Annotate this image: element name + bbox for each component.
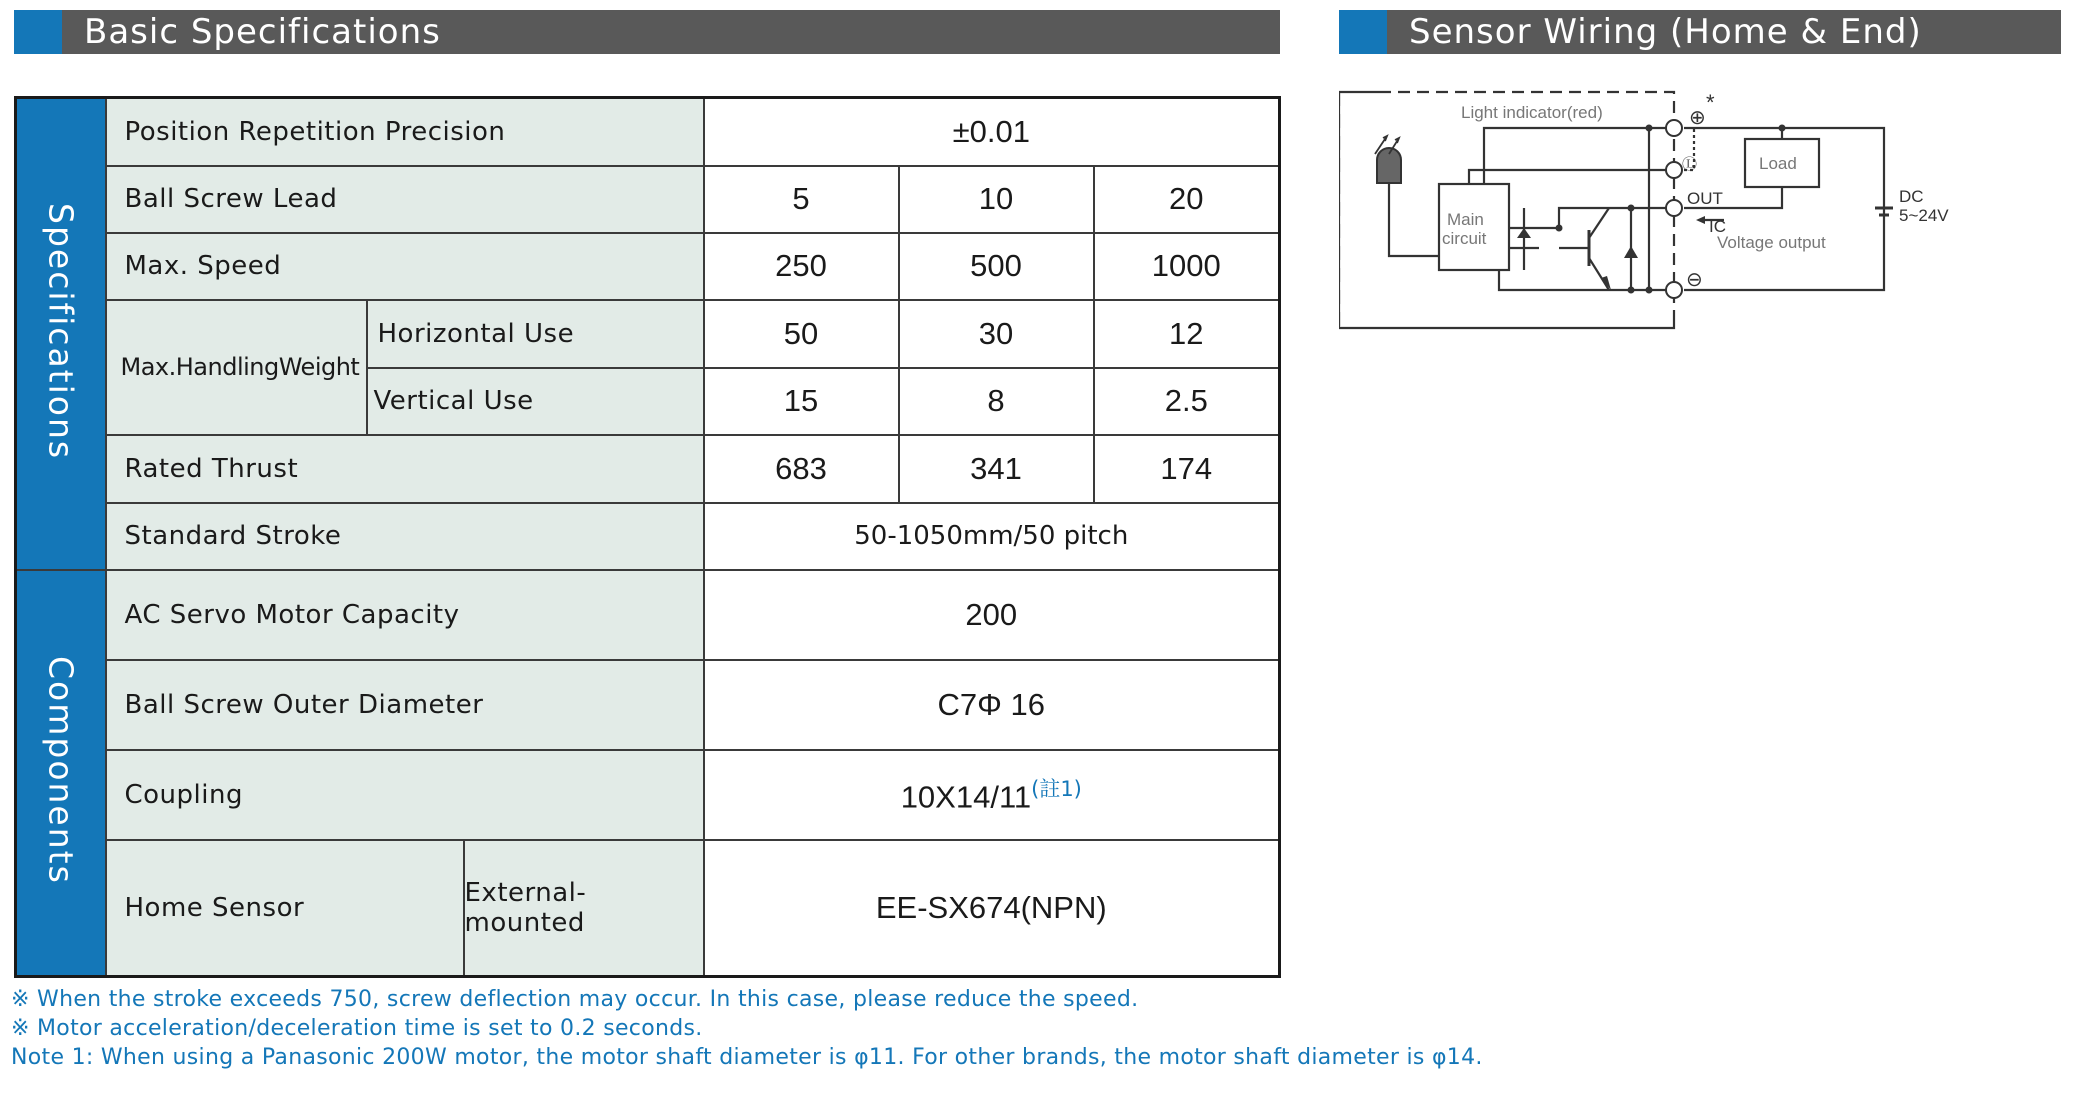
table-row <box>16 570 1280 660</box>
coupling-value-text: 10X14/11 <box>900 779 1032 815</box>
table-row <box>16 840 1280 977</box>
row-label-standard-stroke: Standard Stroke <box>106 503 704 570</box>
main-circuit-label-2: circuit <box>1442 229 1487 248</box>
value-thrust-1: 683 <box>704 435 899 503</box>
junction-dot <box>1646 287 1653 294</box>
row-label-home-sensor: Home Sensor <box>106 840 464 977</box>
load-label: Load <box>1759 154 1797 173</box>
value-vertical-3: 2.5 <box>1094 368 1280 435</box>
l-terminal-label: Ⓛ <box>1682 156 1698 173</box>
value-horizontal-3: 12 <box>1094 300 1280 368</box>
row-label-horizontal-use: Horizontal Use <box>367 300 704 368</box>
row-label-ball-screw-lead: Ball Screw Lead <box>106 166 704 233</box>
sensor-wiring-diagram <box>1339 88 1979 338</box>
terminal-minus <box>1666 282 1682 298</box>
footnote-stroke: ※ When the stroke exceeds 750, screw deflection may occur. In this case, please reduce the speed. <box>11 987 1139 1012</box>
terminal-plus <box>1666 120 1682 136</box>
value-speed-2: 500 <box>899 233 1094 300</box>
value-horizontal-2: 30 <box>899 300 1094 368</box>
asterisk-label: * <box>1706 90 1715 115</box>
row-label-external-mounted: External-mounted <box>464 840 704 977</box>
table-row <box>16 503 1280 570</box>
value-screw-diameter: C7Φ 16 <box>704 660 1280 750</box>
specifications-table <box>14 96 1281 978</box>
header-accent-bar <box>1339 10 1387 54</box>
ic-arrow-icon <box>1696 216 1705 224</box>
sensor-wiring-title: Sensor Wiring (Home & End) <box>1409 12 1922 52</box>
value-thrust-2: 341 <box>899 435 1094 503</box>
value-lead-3: 20 <box>1094 166 1280 233</box>
voltage-output-label: Voltage output <box>1717 233 1826 252</box>
junction-dot <box>1779 125 1786 132</box>
value-speed-1: 250 <box>704 233 899 300</box>
transistor-collector <box>1589 208 1609 238</box>
main-circuit-label-1: Main <box>1447 210 1484 229</box>
out-label: OUT <box>1687 189 1723 208</box>
row-label-motor-capacity: AC Servo Motor Capacity <box>106 570 704 660</box>
row-label-position-precision: Position Repetition Precision <box>106 98 704 166</box>
row-label-rated-thrust: Rated Thrust <box>106 435 704 503</box>
table-row <box>16 233 1280 300</box>
junction-dot <box>1628 205 1635 212</box>
footnotes <box>11 988 1483 1075</box>
junction-dot <box>1646 125 1653 132</box>
value-motor-capacity: 200 <box>704 570 1280 660</box>
header-accent-bar <box>14 10 62 54</box>
junction-dot <box>1556 225 1563 232</box>
terminal-l <box>1666 162 1682 178</box>
value-standard-stroke: 50-1050mm/50 pitch <box>704 503 1280 570</box>
minus-terminal-label: ⊖ <box>1686 269 1703 291</box>
value-home-sensor: EE-SX674(NPN) <box>704 840 1280 977</box>
value-horizontal-1: 50 <box>704 300 899 368</box>
footnote-motor-shaft: Note 1: When using a Panasonic 200W motor, the motor shaft diameter is φ11. For other brands, the motor shaft diameter is φ14. <box>11 1045 1483 1070</box>
row-label-vertical-use: Vertical Use <box>367 368 704 435</box>
value-position-precision: ±0.01 <box>704 98 1280 166</box>
table-row <box>16 300 1280 368</box>
terminal-out <box>1666 200 1682 216</box>
wire-plus-line <box>1484 128 1674 184</box>
row-label-max-speed: Max. Speed <box>106 233 704 300</box>
table-row <box>16 660 1280 750</box>
category-specifications: Specifications <box>16 98 106 570</box>
category-components: Components <box>16 570 106 977</box>
enclosure-dashed-outline <box>1379 92 1674 310</box>
value-lead-1: 5 <box>704 166 899 233</box>
table-row <box>16 166 1280 233</box>
footnote-acceleration: ※ Motor acceleration/deceleration time is set to 0.2 seconds. <box>11 1016 703 1041</box>
coupling-note-ref: (註1) <box>1031 777 1082 802</box>
row-label-screw-diameter: Ball Screw Outer Diameter <box>106 660 704 750</box>
value-speed-3: 1000 <box>1094 233 1280 300</box>
ic-label: IC <box>1709 217 1726 236</box>
value-lead-2: 10 <box>899 166 1094 233</box>
light-indicator-label: Light indicator(red) <box>1461 103 1603 122</box>
basic-specifications-header <box>14 10 1280 54</box>
zener-right-icon <box>1624 246 1638 258</box>
value-vertical-2: 8 <box>899 368 1094 435</box>
table-row <box>16 435 1280 503</box>
value-coupling <box>704 750 1280 840</box>
dc-range-label: 5~24V <box>1899 206 1949 225</box>
zener-left-icon <box>1517 228 1531 238</box>
table-row <box>16 750 1280 840</box>
sensor-wiring-header <box>1339 10 2061 54</box>
table-row <box>16 98 1280 166</box>
row-label-max-handling-weight: Max.HandlingWeight <box>106 300 367 435</box>
plus-terminal-label: ⊕ <box>1689 107 1706 129</box>
value-thrust-3: 174 <box>1094 435 1280 503</box>
transistor-emitter-arrow-icon <box>1601 276 1611 290</box>
transistor-emitter <box>1589 258 1609 290</box>
row-label-coupling: Coupling <box>106 750 704 840</box>
value-vertical-1: 15 <box>704 368 899 435</box>
wire-l-line <box>1469 170 1674 184</box>
led-wire <box>1389 183 1439 256</box>
dc-label: DC <box>1899 187 1924 206</box>
junction-dot <box>1628 287 1635 294</box>
basic-specifications-title: Basic Specifications <box>84 12 441 52</box>
